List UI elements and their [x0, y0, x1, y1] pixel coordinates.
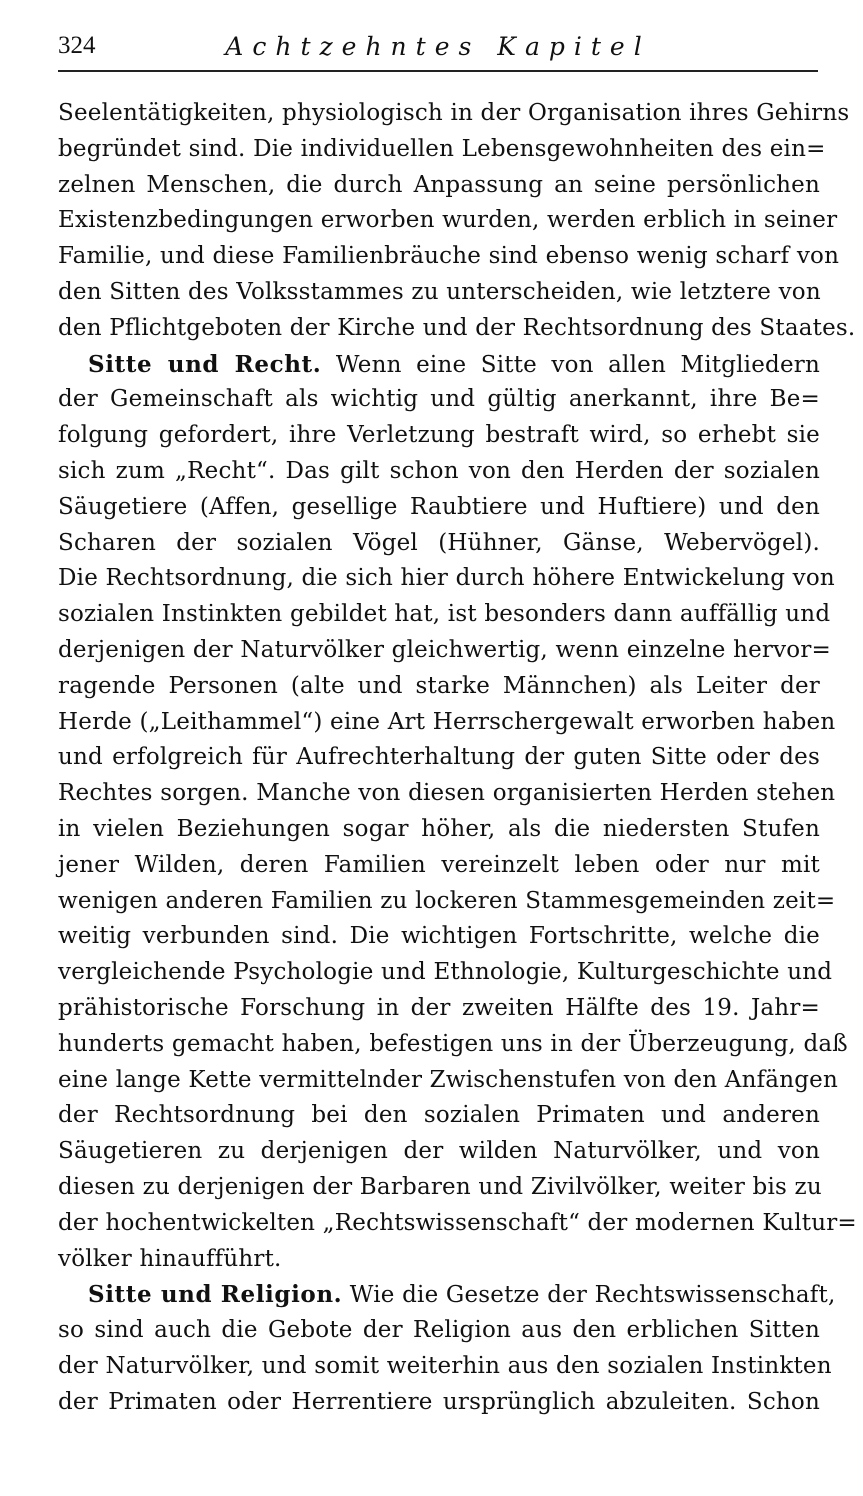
text-line: Die Rechtsordnung, die sich hier durch höhere Entwickelung von	[58, 565, 835, 592]
text-line: der Primaten oder Herrentiere ursprünglich abzuleiten. Schon	[58, 1388, 820, 1415]
text-line: sich zum „Recht“. Das gilt schon von den Herden der sozialen	[58, 457, 820, 484]
text-line: diesen zu derjenigen der Barbaren und Zivilvölker, weiter bis zu	[58, 1173, 822, 1200]
text-line: Herde („Leithammel“) eine Art Herrschergewalt erworben haben	[58, 708, 836, 735]
text-line: hunderts gemacht haben, befestigen uns in der Überzeugung, daß	[58, 1030, 848, 1057]
text-line: und erfolgreich für Aufrechterhaltung der guten Sitte oder des	[58, 744, 820, 771]
text-line: Scharen der sozialen Vögel (Hühner, Gänse, Webervögel).	[58, 529, 820, 556]
text-line: Säugetieren zu derjenigen der wilden Naturvölker, und von	[58, 1138, 820, 1165]
section-heading: Sitte und Recht.	[88, 350, 322, 378]
text-line	[58, 1277, 836, 1313]
text-line: zelnen Menschen, die durch Anpassung an seine persönlichen	[58, 171, 820, 198]
page-number: 324	[58, 32, 96, 59]
text-line: den Sitten des Volksstammes zu unterscheiden, wie letztere von	[58, 278, 821, 305]
text-line: Säugetiere (Affen, gesellige Raubtiere und Huftiere) und den	[58, 493, 820, 520]
text-line: so sind auch die Gebote der Religion aus den erblichen Sitten	[58, 1317, 820, 1344]
page-header	[58, 30, 818, 72]
text-line: prähistorische Forschung in der zweiten Hälfte des 19. Jahr=	[58, 994, 820, 1021]
text-line: ragende Personen (alte und starke Männchen) als Leiter der	[58, 672, 820, 699]
text-line: Existenzbedingungen erworben wurden, werden erblich in seiner	[58, 207, 838, 234]
text-line: derjenigen der Naturvölker gleichwertig, wenn einzelne hervor=	[58, 636, 832, 663]
text-line: begründet sind. Die individuellen Lebensgewohnheiten des ein=	[58, 135, 826, 162]
text-line: Rechtes sorgen. Manche von diesen organisierten Herden stehen	[58, 780, 836, 807]
section-text: Wie die Gesetze der Rechtswissenschaft,	[342, 1282, 836, 1309]
section-text: Wenn eine Sitte von allen Mitgliedern	[321, 351, 820, 378]
body-text	[58, 96, 857, 1420]
text-line: folgung gefordert, ihre Verletzung bestraft wird, so erhebt sie	[58, 422, 820, 449]
text-line: der hochentwickelten „Rechtswissenschaft“ der modernen Kultur=	[58, 1209, 857, 1236]
section-heading: Sitte und Religion.	[88, 1281, 343, 1309]
text-line: wenigen anderen Familien zu lockeren Stammesgemeinden zeit=	[58, 887, 836, 914]
text-line: völker hinaufführt.	[58, 1245, 282, 1272]
text-line	[58, 347, 820, 383]
text-line: sozialen Instinkten gebildet hat, ist besonders dann auffällig und	[58, 601, 831, 628]
text-line: jener Wilden, deren Familien vereinzelt leben oder nur mit	[58, 851, 820, 878]
text-line: den Pflichtgeboten der Kirche und der Rechtsordnung des Staates.	[58, 314, 856, 341]
running-head: Achtzehntes Kapitel	[225, 32, 651, 61]
text-line: Familie, und diese Familienbräuche sind ebenso wenig scharf von	[58, 243, 840, 270]
text-line: eine lange Kette vermittelnder Zwischenstufen von den Anfängen	[58, 1066, 838, 1093]
text-line: in vielen Beziehungen sogar höher, als die niedersten Stufen	[58, 815, 820, 842]
text-line: der Naturvölker, und somit weiterhin aus den sozialen Instinkten	[58, 1352, 832, 1379]
text-line: Seelentätigkeiten, physiologisch in der Organisation ihres Gehirns	[58, 100, 850, 126]
text-line: vergleichende Psychologie und Ethnologie, Kulturgeschichte und	[58, 959, 833, 986]
text-line: weitig verbunden sind. Die wichtigen Fortschritte, welche die	[58, 923, 820, 950]
text-line: der Gemeinschaft als wichtig und gültig anerkannt, ihre Be=	[58, 386, 820, 413]
text-line: der Rechtsordnung bei den sozialen Primaten und anderen	[58, 1102, 820, 1129]
